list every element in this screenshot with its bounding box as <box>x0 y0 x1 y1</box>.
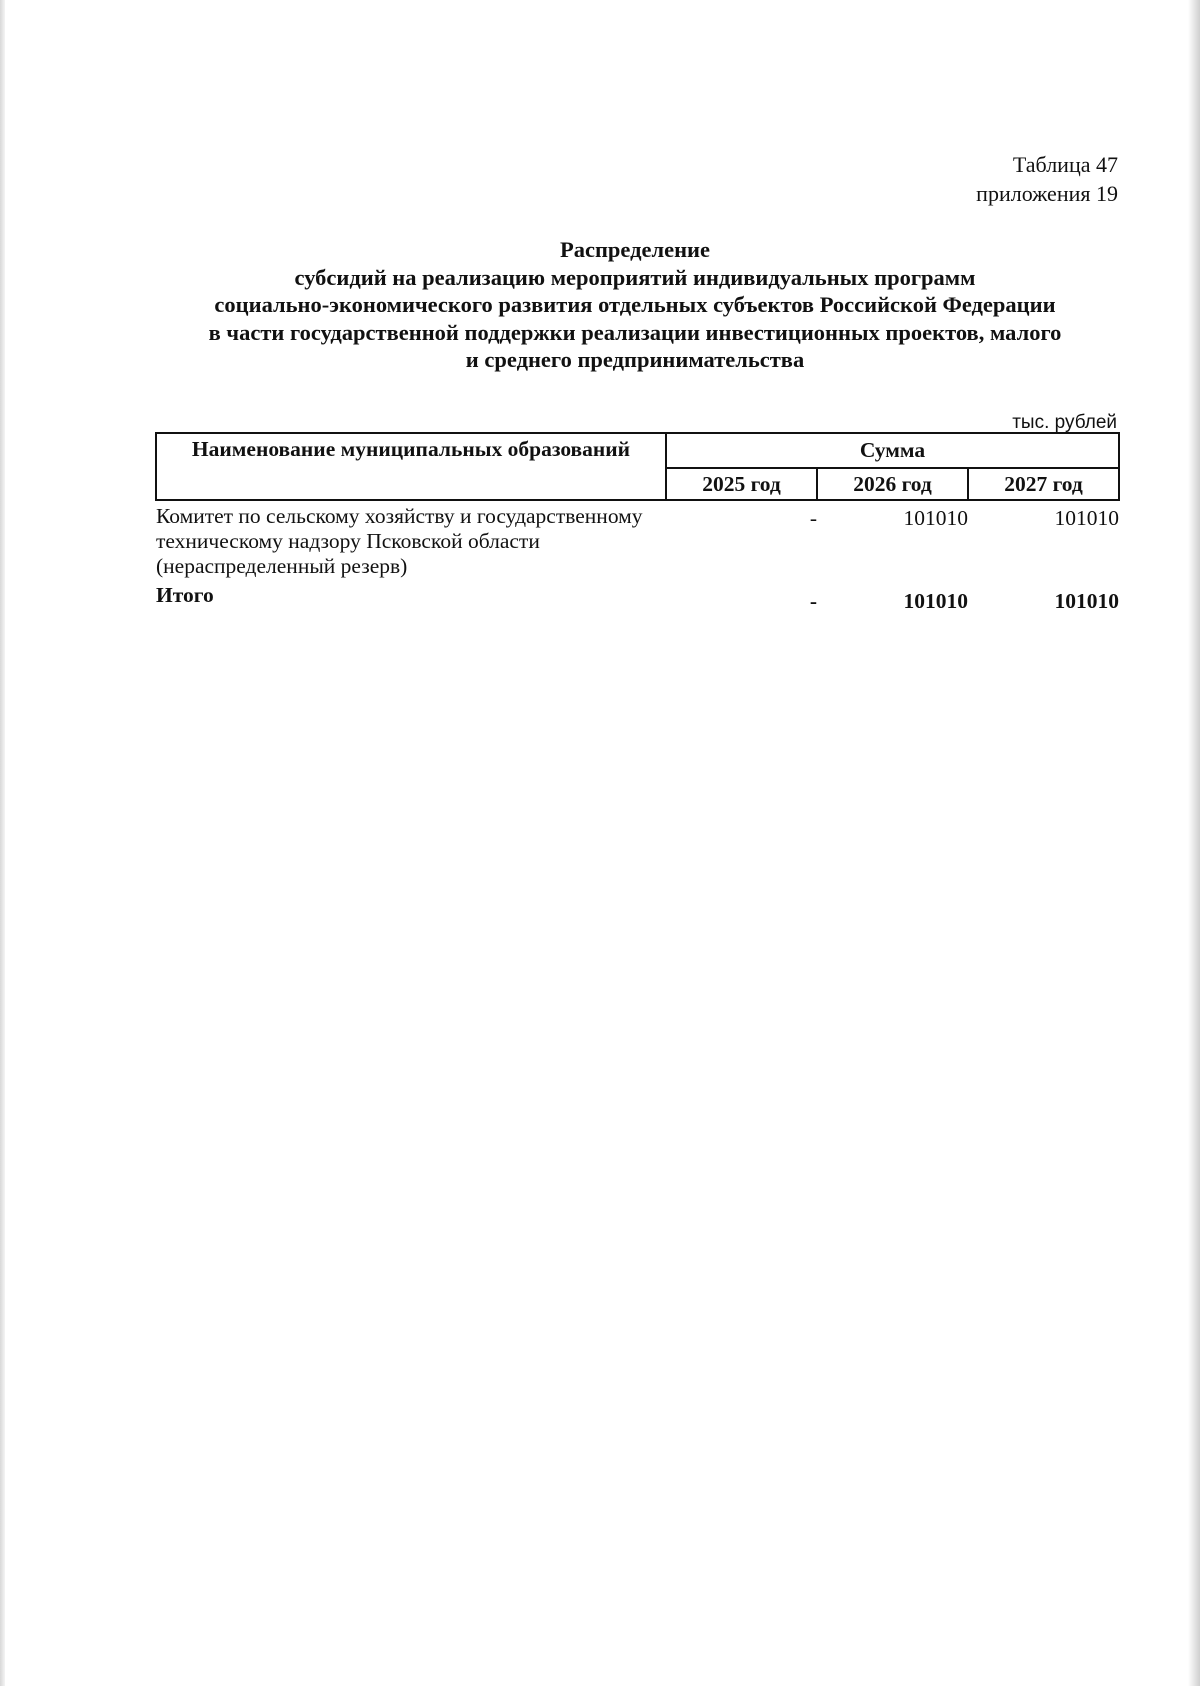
row-value-2026: 101010 <box>903 506 968 530</box>
units-label: тыс. рублей <box>1012 412 1117 433</box>
header-year-2025: 2025 год <box>666 468 817 500</box>
header-sum: Сумма <box>666 433 1119 468</box>
title-line: Распределение <box>559 237 711 262</box>
table-row <box>156 500 1119 579</box>
distribution-table <box>155 432 1120 614</box>
title-line: в части государственной поддержки реализации инвестиционных проектов, малого <box>208 319 1062 345</box>
title-line: социально-экономического развития отдельных субъектов Российской Федерации <box>214 292 1056 317</box>
title-line: субсидий на реализацию мероприятий индивидуальных программ <box>294 264 976 290</box>
row-name <box>156 500 666 579</box>
row-name-line: Комитет по сельскому хозяйству и государственному <box>156 504 643 528</box>
header-year-2027: 2027 год <box>968 468 1119 500</box>
row-name-line: техническому надзору Псковской области <box>156 529 540 553</box>
table-reference <box>976 150 1118 208</box>
row-value-2025: - <box>809 506 817 530</box>
title-line: и среднего предпринимательства <box>465 347 805 372</box>
total-value-2026: 101010 <box>903 589 968 613</box>
table-number: Таблица 47 <box>1012 152 1118 177</box>
total-value-2025: - <box>809 589 817 613</box>
row-name-line: (нераспределенный резерв) <box>156 554 408 578</box>
total-row <box>156 579 1119 614</box>
document-title <box>150 236 1120 374</box>
header-municipality: Наименование муниципальных образований <box>156 433 666 500</box>
scan-left-edge <box>0 0 5 1686</box>
appendix-number: приложения 19 <box>976 181 1118 206</box>
scan-right-edge <box>1188 0 1200 1686</box>
row-value-2027: 101010 <box>1054 506 1119 530</box>
total-value-2027: 101010 <box>1054 589 1119 613</box>
header-year-2026: 2026 год <box>817 468 968 500</box>
total-label: Итого <box>156 583 214 607</box>
